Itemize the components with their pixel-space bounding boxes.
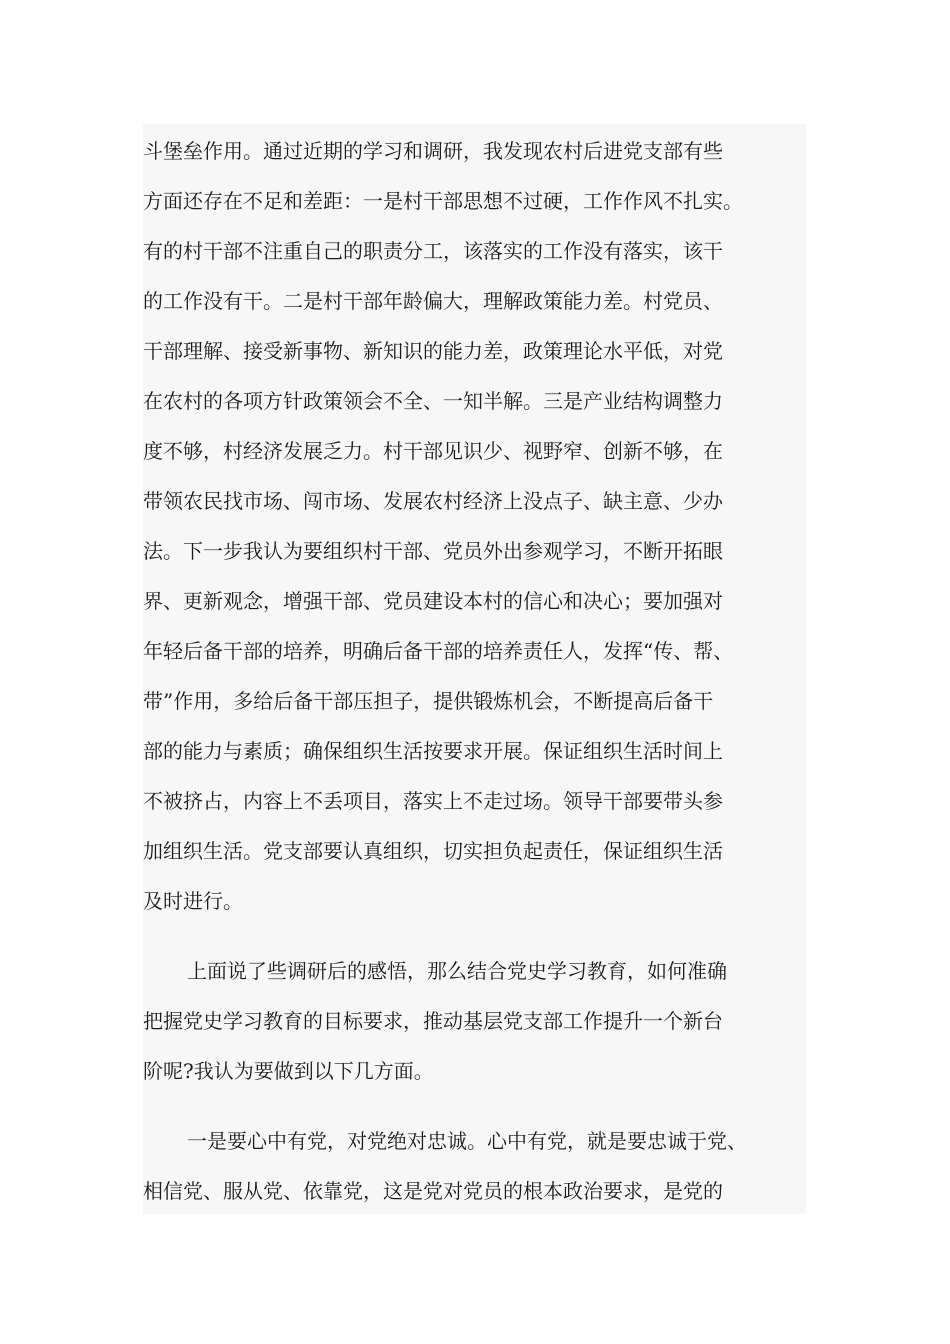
text-line: 把握党史学习教育的目标要求，推动基层党支部工作提升一个新台: [143, 1009, 723, 1033]
text-line: 年轻后备干部的培养，明确后备干部的培养责任人，发挥“传、帮、: [143, 639, 734, 663]
paragraph-point-one: [143, 1116, 747, 1216]
text-line: 方面还存在不足和差距：一是村干部思想不过硬，工作作风不扎实。: [143, 189, 743, 213]
text-line: 带”作用，多给后备干部压担子，提供锻炼机会，不断提高后备干: [143, 689, 714, 713]
text-line: 上面说了些调研后的感悟，那么结合党史学习教育，如何准确: [187, 959, 727, 983]
text-line: 加组织生活。党支部要认真组织，切实担负起责任，保证组织生活: [143, 839, 723, 863]
text-line: 法。下一步我认为要组织村干部、党员外出参观学习，不断开拓眼: [143, 539, 723, 563]
text-line: 带领农民找市场、闯市场、发展农村经济上没点子、缺主意、少办: [143, 489, 723, 513]
text-line: 干部理解、接受新事物、新知识的能力差，政策理论水平低，对党: [143, 339, 723, 363]
text-line: 界、更新观念，增强干部、党员建设本村的信心和决心；要加强对: [143, 589, 723, 613]
text-line: 阶呢?我认为要做到以下几方面。: [143, 1059, 434, 1083]
text-line: 在农村的各项方针政策领会不全、一知半解。三是产业结构调整力: [143, 389, 723, 413]
text-line: 不被挤占，内容上不丢项目，落实上不走过场。领导干部要带头参: [143, 789, 723, 813]
text-line: 的工作没有干。二是村干部年龄偏大，理解政策能力差。村党员、: [143, 289, 723, 313]
text-line: 斗堡垒作用。通过近期的学习和调研，我发现农村后进党支部有些: [143, 139, 723, 163]
text-line: 及时进行。: [143, 889, 243, 913]
text-line: 部的能力与素质；确保组织生活按要求开展。保证组织生活时间上: [143, 739, 723, 763]
text-line: 相信党、服从党、依靠党，这是党对党员的根本政治要求，是党的: [143, 1179, 723, 1203]
text-line: 一是要心中有党，对党绝对忠诚。心中有党，就是要忠诚于党、: [187, 1129, 747, 1153]
paragraph-findings: [143, 126, 743, 926]
paragraph-transition: [143, 946, 727, 1096]
text-line: 有的村干部不注重自己的职责分工，该落实的工作没有落实，该干: [143, 239, 723, 263]
text-block: [143, 124, 806, 1214]
text-line: 度不够，村经济发展乏力。村干部见识少、视野窄、创新不够，在: [143, 439, 723, 463]
